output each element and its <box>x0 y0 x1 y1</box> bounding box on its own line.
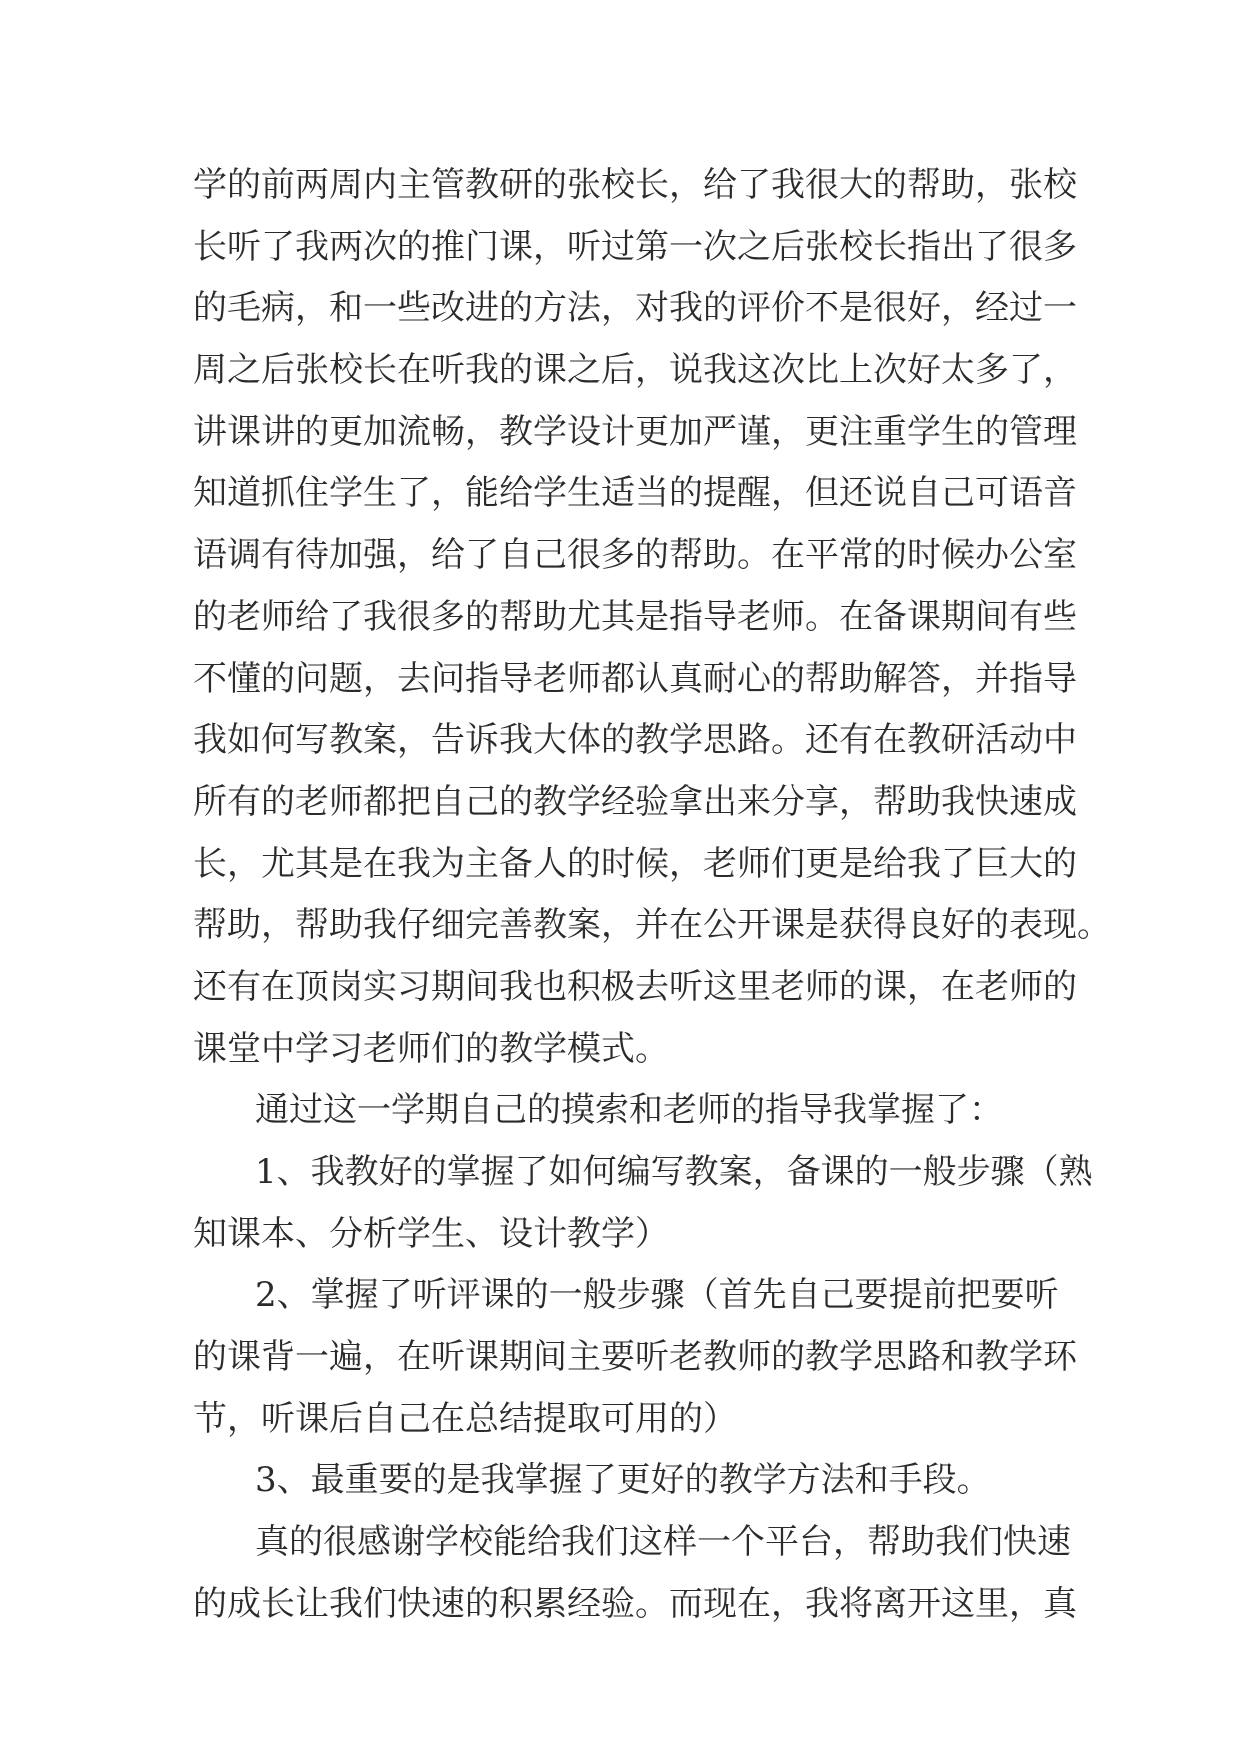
text-line: 的成长让我们快速的积累经验。而现在，我将离开这里，真 <box>193 1583 1077 1624</box>
text-line: 所有的老师都把自己的教学经验拿出来分享，帮助我快速成 <box>193 781 1077 822</box>
text-line: 2、掌握了听评课的一般步骤（首先自己要提前把要听 <box>255 1275 1059 1316</box>
text-line: 我如何写教案，告诉我大体的教学思路。还有在教研活动中 <box>193 720 1077 761</box>
text-line: 通过这一学期自己的摸索和老师的指导我掌握了： <box>255 1090 1003 1131</box>
text-line: 学的前两周内主管教研的张校长，给了我很大的帮助，张校 <box>193 165 1077 205</box>
text-line: 真的很感谢学校能给我们这样一个平台，帮助我们快速 <box>255 1522 1071 1563</box>
text-line: 讲课讲的更加流畅，教学设计更加严谨，更注重学生的管理 <box>193 411 1077 452</box>
text-line: 知课本、分析学生、设计教学） <box>193 1213 669 1254</box>
text-line: 1、我教好的掌握了如何编写教案，备课的一般步骤（熟 <box>255 1152 1093 1192</box>
text-line: 语调有待加强，给了自己很多的帮助。在平常的时候办公室 <box>193 535 1077 576</box>
document-body <box>193 155 1111 1636</box>
text-line: 的老师给了我很多的帮助尤其是指导老师。在备课期间有些 <box>193 596 1077 637</box>
text-line: 长，尤其是在我为主备人的时候，老师们更是给我了巨大的 <box>193 843 1077 884</box>
text-line: 还有在顶岗实习期间我也积极去听这里老师的课，在老师的 <box>193 966 1077 1007</box>
text-line: 的课背一遍，在听课期间主要听老教师的教学思路和教学环 <box>193 1337 1077 1378</box>
text-line: 不懂的问题，去问指导老师都认真耐心的帮助解答，并指导 <box>193 658 1077 699</box>
text-line: 的毛病，和一些改进的方法，对我的评价不是很好，经过一 <box>193 288 1077 329</box>
text-line: 节，听课后自己在总结提取可用的） <box>193 1398 737 1439</box>
text-line: 长听了我两次的推门课，听过第一次之后张校长指出了很多 <box>193 226 1077 267</box>
text-line: 课堂中学习老师们的教学模式。 <box>193 1028 669 1069</box>
text-line: 知道抓住学生了，能给学生适当的提醒，但还说自己可语音 <box>193 473 1077 514</box>
text-line: 3、最重要的是我掌握了更好的教学方法和手段。 <box>255 1460 991 1501</box>
text-line: 周之后张校长在听我的课之后，说我这次比上次好太多了， <box>193 350 1077 391</box>
text-line: 帮助，帮助我仔细完善教案，并在公开课是获得良好的表现。 <box>193 905 1111 946</box>
